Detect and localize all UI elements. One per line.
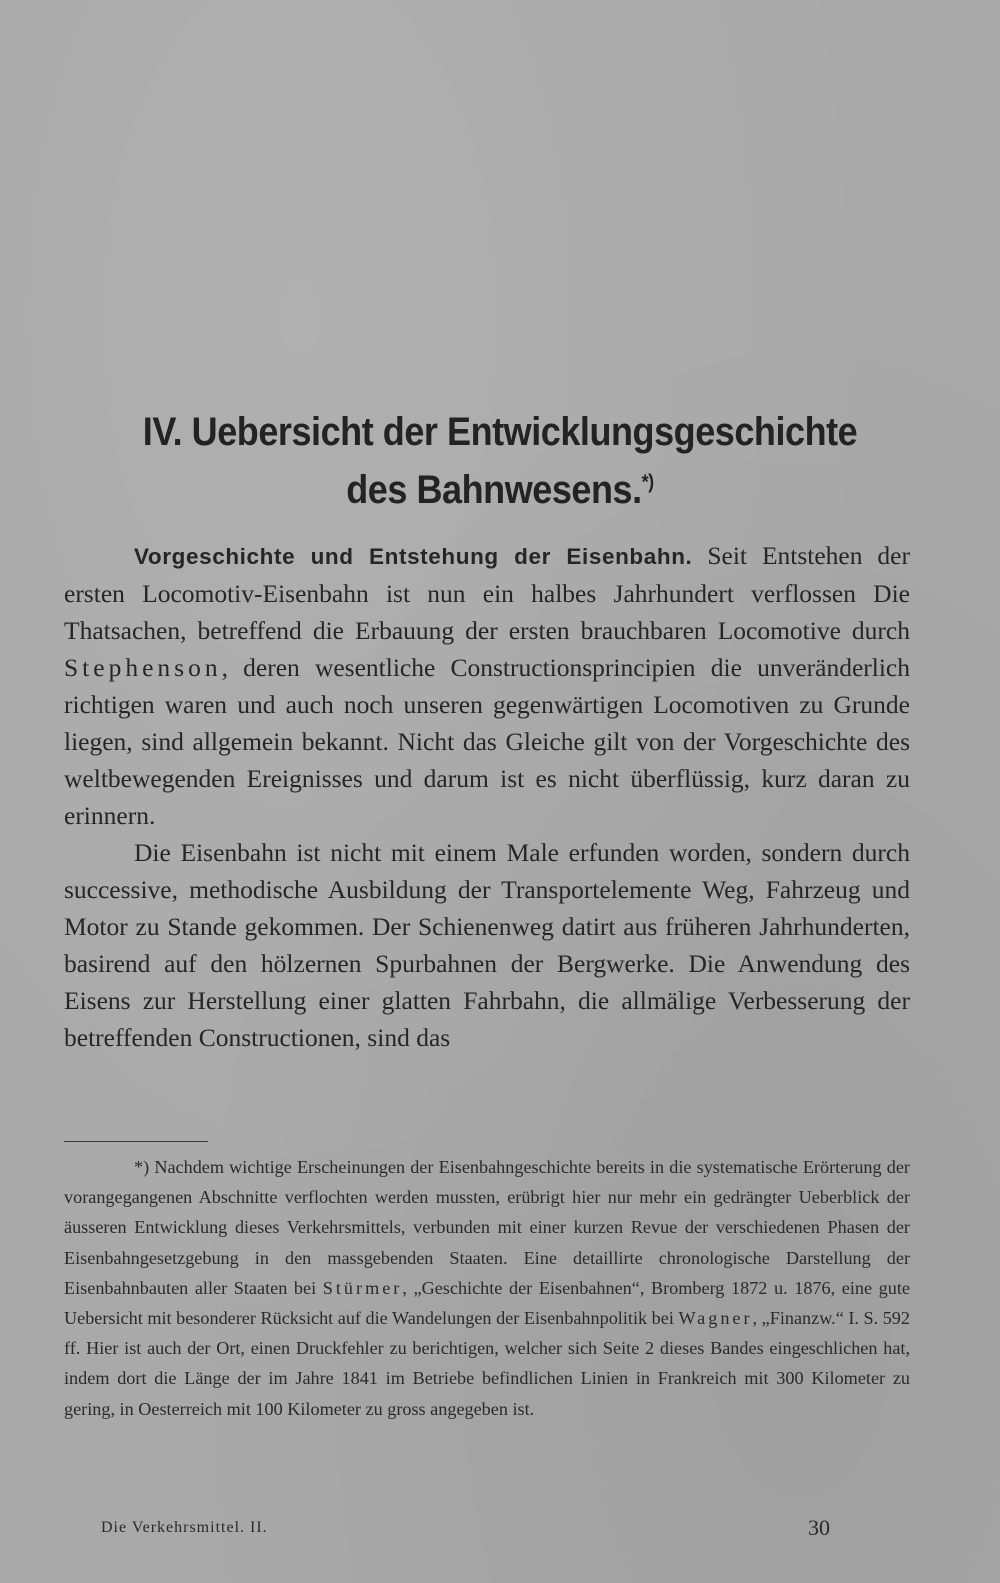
chapter-title-line-2-text: des Bahnwesens. [346,468,642,512]
section-heading: Vorgeschichte und Entstehung der Eisenbahn. [134,544,693,569]
paragraph-1 [64,537,910,834]
signature-mark: Die Verkehrsmittel. II. [101,1519,268,1536]
person-name-wagner: Wagner [678,1308,753,1329]
chapter-footnote-marker: *) [641,471,654,494]
body-text [64,537,910,1056]
footnote-text-a: Nachdem wichtige Erscheinungen der Eisenbahngeschichte bereits in die systematische Erörterung der vorangegangenen Abschnitte verflochten werden mussten, erübrigt hier nur mehr ein gedrängter Ueberblick der äusseren Entwicklung dieses Verkehrsmittels, verbunden mit einer kurzen Revue der verschiedenen Phasen der Eisenbahngesetzgebung in den massgebenden Staaten. Eine detaillirte chronologische Darstellung der Eisenbahnbauten aller Staaten bei [64,1157,910,1298]
paragraph-1-text-a: Seit Entstehen der ersten Locomotiv-Eisenbahn ist nun ein halbes Jahrhundert verflossen Die Thatsachen, betreffend die Erbauung der ersten brauchbaren Locomotive durch [64,541,910,645]
footnote-paragraph [64,1152,910,1424]
paragraph-2: Die Eisenbahn ist nicht mit einem Male erfunden worden, sondern durch successive, methodische Ausbildung der Transportelemente Weg, Fahrzeug und Motor zu Stande gekommen. Der Schienenweg datirt aus früheren Jahrhunderten, basirend auf den hölzernen Spurbahnen der Bergwerke. Die Anwendung des Eisens zur Herstellung einer glatten Fahrbahn, die allmälige Verbesserung der betreffenden Constructionen, sind das [64,838,910,1052]
chapter-title-line-2 [104,461,896,519]
footnote-text-c: , „Finanzw.“ I. S. 592 ff. Hier ist auch der Ort, einen Druckfehler zu berichtigen, welcher sich Seite 2 dieses Bandes eingeschlichen hat, indem dort die Länge der im Jahre 1841 im Betriebe befindlichen Linien in Frankreich mit 300 Kilometer zu gering, in Oesterreich mit 100 Kilometer zu gross angegeben ist. [64,1308,910,1419]
footnote-text-b: , „Geschichte der Eisenbahnen“, Bromberg 1872 u. 1876, eine gute Uebersicht mit besonderer Rücksicht auf die Wandelungen der Eisenbahnpolitik bei [64,1277,910,1329]
page-number: 30 [808,1515,830,1540]
footnote-separator [64,1141,208,1142]
chapter-title-line-1: IV. Uebersicht der Entwicklungsgeschichte [142,410,858,454]
paragraph-1-text-b: , deren wesentliche Constructionsprincipien die unveränderlich richtigen waren und auch noch unseren gegenwärtigen Locomotiven zu Grunde liegen, sind allgemein bekannt. Nicht das Gleiche gilt von der Vorgeschichte des weltbewegenden Ereignisses und darum ist es nicht überflüssig, kurz daran zu erinnern. [64,653,910,830]
person-name-stuermer: Stürmer [322,1277,403,1298]
footnote-marker: *) [134,1157,150,1177]
footnote [64,1152,910,1424]
chapter-title [104,403,896,519]
person-name-stephenson: Stephenson [64,653,222,682]
